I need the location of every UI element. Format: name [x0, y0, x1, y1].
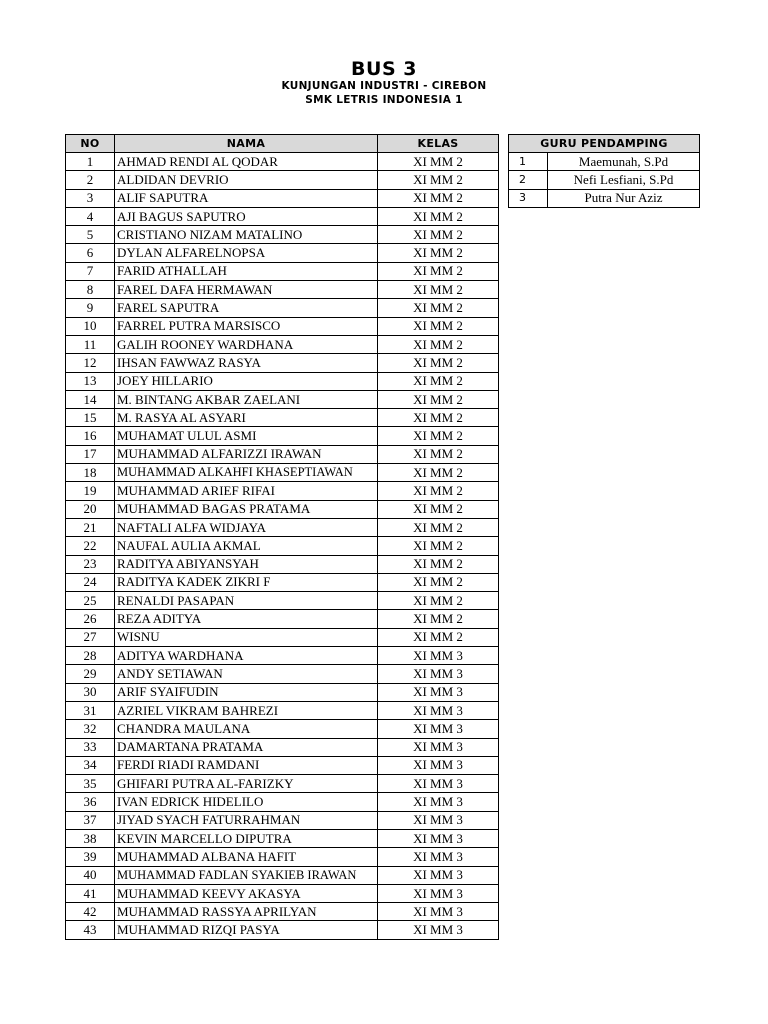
row-nama: MUHAMMAD BAGAS PRATAMA [115, 500, 378, 518]
guru-row-no: 1 [509, 153, 548, 171]
row-nama: RENALDI PASAPAN [115, 592, 378, 610]
row-no: 12 [66, 354, 115, 372]
row-no: 31 [66, 701, 115, 719]
subtitle-school: SMK LETRIS INDONESIA 1 [305, 94, 463, 106]
row-no: 26 [66, 610, 115, 628]
row-nama: KEVIN MARCELLO DIPUTRA [115, 829, 378, 847]
row-no: 11 [66, 335, 115, 353]
row-kelas: XI MM 2 [378, 226, 499, 244]
table-row [66, 683, 499, 701]
row-nama: NAFTALI ALFA WIDJAYA [115, 518, 378, 536]
row-nama: MUHAMMAD ALBANA HAFIT [115, 848, 378, 866]
table-row [66, 738, 499, 756]
row-kelas: XI MM 2 [378, 390, 499, 408]
guru-pendamping-table [508, 134, 700, 208]
row-kelas: XI MM 2 [378, 592, 499, 610]
row-nama: MUHAMMAD RASSYA APRILYAN [115, 903, 378, 921]
row-no: 15 [66, 409, 115, 427]
row-nama: REZA ADITYA [115, 610, 378, 628]
row-kelas: XI MM 3 [378, 884, 499, 902]
table-row [66, 903, 499, 921]
row-kelas: XI MM 2 [378, 573, 499, 591]
table-row [66, 153, 499, 171]
row-no: 25 [66, 592, 115, 610]
row-kelas: XI MM 3 [378, 756, 499, 774]
row-nama: MUHAMMAD ALFARIZZI IRAWAN [115, 445, 378, 463]
table-row [66, 518, 499, 536]
row-kelas: XI MM 2 [378, 464, 499, 482]
row-kelas: XI MM 2 [378, 189, 499, 207]
table-row [66, 866, 499, 884]
row-no: 35 [66, 775, 115, 793]
row-nama: JOEY HILLARIO [115, 372, 378, 390]
header-no: NO [66, 135, 115, 153]
row-kelas: XI MM 3 [378, 647, 499, 665]
row-kelas: XI MM 3 [378, 665, 499, 683]
table-row [66, 610, 499, 628]
row-no: 19 [66, 482, 115, 500]
row-kelas: XI MM 2 [378, 537, 499, 555]
table-row [66, 537, 499, 555]
table-row [66, 665, 499, 683]
table-row [66, 317, 499, 335]
table-row [66, 207, 499, 225]
row-kelas: XI MM 3 [378, 921, 499, 939]
row-nama: MUHAMMAD KEEVY AKASYA [115, 884, 378, 902]
table-row [66, 390, 499, 408]
row-no: 4 [66, 207, 115, 225]
table-row [66, 555, 499, 573]
header-nama: NAMA [115, 135, 378, 153]
row-no: 27 [66, 628, 115, 646]
table-row [66, 445, 499, 463]
guru-row-name: Putra Nur Aziz [548, 189, 700, 207]
row-nama: ARIF SYAIFUDIN [115, 683, 378, 701]
guru-row-no: 2 [509, 171, 548, 189]
row-nama: AHMAD RENDI AL QODAR [115, 153, 378, 171]
table-row [66, 354, 499, 372]
row-kelas: XI MM 3 [378, 738, 499, 756]
row-nama: AJI BAGUS SAPUTRO [115, 207, 378, 225]
row-no: 1 [66, 153, 115, 171]
row-nama: RADITYA ABIYANSYAH [115, 555, 378, 573]
row-no: 24 [66, 573, 115, 591]
row-no: 42 [66, 903, 115, 921]
table-row [66, 720, 499, 738]
row-nama: M. BINTANG AKBAR ZAELANI [115, 390, 378, 408]
row-nama: MUHAMAT ULUL ASMI [115, 427, 378, 445]
row-nama: ANDY SETIAWAN [115, 665, 378, 683]
row-nama: CHANDRA MAULANA [115, 720, 378, 738]
row-nama: WISNU [115, 628, 378, 646]
table-row [66, 573, 499, 591]
table-row [66, 921, 499, 939]
row-no: 5 [66, 226, 115, 244]
header-guru-pendamping: GURU PENDAMPING [509, 135, 700, 153]
table-row [66, 647, 499, 665]
row-no: 23 [66, 555, 115, 573]
row-no: 13 [66, 372, 115, 390]
row-kelas: XI MM 3 [378, 775, 499, 793]
row-no: 40 [66, 866, 115, 884]
row-kelas: XI MM 2 [378, 500, 499, 518]
row-no: 2 [66, 171, 115, 189]
table-row [66, 829, 499, 847]
table-row [66, 793, 499, 811]
row-nama: GALIH ROONEY WARDHANA [115, 335, 378, 353]
table-row [66, 628, 499, 646]
row-nama: IVAN EDRICK HIDELILO [115, 793, 378, 811]
student-table [65, 134, 499, 940]
header-kelas: KELAS [378, 135, 499, 153]
row-kelas: XI MM 3 [378, 793, 499, 811]
row-no: 36 [66, 793, 115, 811]
table-row [66, 464, 499, 482]
table-row [66, 756, 499, 774]
table-row [66, 335, 499, 353]
row-nama: MUHAMMAD FADLAN SYAKIEB IRAWAN [115, 866, 378, 884]
row-nama: FARID ATHALLAH [115, 262, 378, 280]
table-row [66, 409, 499, 427]
row-kelas: XI MM 3 [378, 829, 499, 847]
table-row [66, 884, 499, 902]
row-kelas: XI MM 3 [378, 903, 499, 921]
table-row [66, 848, 499, 866]
row-no: 37 [66, 811, 115, 829]
row-no: 22 [66, 537, 115, 555]
row-nama: DAMARTANA PRATAMA [115, 738, 378, 756]
table-row [66, 427, 499, 445]
row-nama: FERDI RIADI RAMDANI [115, 756, 378, 774]
row-nama: ALDIDAN DEVRIO [115, 171, 378, 189]
row-kelas: XI MM 2 [378, 482, 499, 500]
row-kelas: XI MM 2 [378, 317, 499, 335]
row-no: 20 [66, 500, 115, 518]
row-nama: NAUFAL AULIA AKMAL [115, 537, 378, 555]
row-nama: CRISTIANO NIZAM MATALINO [115, 226, 378, 244]
guru-row [509, 189, 700, 207]
row-nama: IHSAN FAWWAZ RASYA [115, 354, 378, 372]
row-nama: FAREL DAFA HERMAWAN [115, 281, 378, 299]
table-row [66, 372, 499, 390]
guru-row [509, 171, 700, 189]
row-kelas: XI MM 2 [378, 171, 499, 189]
guru-row-name: Maemunah, S.Pd [548, 153, 700, 171]
row-no: 43 [66, 921, 115, 939]
row-no: 32 [66, 720, 115, 738]
row-nama: JIYAD SYACH FATURRAHMAN [115, 811, 378, 829]
row-no: 6 [66, 244, 115, 262]
guru-row-name: Nefi Lesfiani, S.Pd [548, 171, 700, 189]
row-kelas: XI MM 3 [378, 701, 499, 719]
row-nama: AZRIEL VIKRAM BAHREZI [115, 701, 378, 719]
row-nama: ADITYA WARDHANA [115, 647, 378, 665]
row-no: 7 [66, 262, 115, 280]
row-nama: GHIFARI PUTRA AL-FARIZKY [115, 775, 378, 793]
row-kelas: XI MM 2 [378, 262, 499, 280]
row-no: 29 [66, 665, 115, 683]
row-kelas: XI MM 2 [378, 335, 499, 353]
row-nama: RADITYA KADEK ZIKRI F [115, 573, 378, 591]
row-kelas: XI MM 2 [378, 518, 499, 536]
row-nama: MUHAMMAD ALKAHFI KHASEPTIAWAN [115, 464, 378, 482]
guru-table-header [509, 135, 700, 153]
table-row [66, 500, 499, 518]
page-title: BUS 3 [351, 58, 417, 80]
row-no: 30 [66, 683, 115, 701]
row-no: 41 [66, 884, 115, 902]
table-row [66, 482, 499, 500]
row-kelas: XI MM 2 [378, 281, 499, 299]
student-table-body [66, 153, 499, 940]
table-row [66, 189, 499, 207]
subtitle-kunjungan: KUNJUNGAN INDUSTRI - CIREBON [281, 80, 487, 92]
row-kelas: XI MM 2 [378, 372, 499, 390]
row-kelas: XI MM 2 [378, 354, 499, 372]
row-nama: DYLAN ALFARELNOPSA [115, 244, 378, 262]
row-no: 14 [66, 390, 115, 408]
guru-row-no: 3 [509, 189, 548, 207]
table-row [66, 226, 499, 244]
row-no: 16 [66, 427, 115, 445]
student-table-header [66, 135, 499, 153]
row-no: 9 [66, 299, 115, 317]
row-kelas: XI MM 2 [378, 153, 499, 171]
table-row [66, 775, 499, 793]
row-nama: FAREL SAPUTRA [115, 299, 378, 317]
row-no: 39 [66, 848, 115, 866]
guru-table-body [509, 153, 700, 208]
row-kelas: XI MM 2 [378, 299, 499, 317]
row-no: 33 [66, 738, 115, 756]
row-no: 28 [66, 647, 115, 665]
row-no: 8 [66, 281, 115, 299]
table-row [66, 701, 499, 719]
row-no: 17 [66, 445, 115, 463]
table-row [66, 299, 499, 317]
table-row [66, 281, 499, 299]
row-kelas: XI MM 2 [378, 610, 499, 628]
row-no: 38 [66, 829, 115, 847]
row-nama: M. RASYA AL ASYARI [115, 409, 378, 427]
row-kelas: XI MM 3 [378, 811, 499, 829]
row-nama: FARREL PUTRA MARSISCO [115, 317, 378, 335]
row-no: 18 [66, 464, 115, 482]
row-kelas: XI MM 2 [378, 207, 499, 225]
guru-row [509, 153, 700, 171]
row-nama: MUHAMMAD RIZQI PASYA [115, 921, 378, 939]
table-row [66, 262, 499, 280]
row-kelas: XI MM 3 [378, 720, 499, 738]
row-kelas: XI MM 2 [378, 409, 499, 427]
row-kelas: XI MM 3 [378, 866, 499, 884]
row-kelas: XI MM 2 [378, 427, 499, 445]
table-row [66, 244, 499, 262]
row-nama: MUHAMMAD ARIEF RIFAI [115, 482, 378, 500]
row-no: 34 [66, 756, 115, 774]
row-no: 21 [66, 518, 115, 536]
row-kelas: XI MM 2 [378, 628, 499, 646]
row-kelas: XI MM 3 [378, 848, 499, 866]
row-no: 3 [66, 189, 115, 207]
table-row [66, 592, 499, 610]
table-row [66, 171, 499, 189]
row-kelas: XI MM 2 [378, 555, 499, 573]
row-kelas: XI MM 3 [378, 683, 499, 701]
row-kelas: XI MM 2 [378, 244, 499, 262]
row-kelas: XI MM 2 [378, 445, 499, 463]
row-no: 10 [66, 317, 115, 335]
row-nama: ALIF SAPUTRA [115, 189, 378, 207]
table-row [66, 811, 499, 829]
